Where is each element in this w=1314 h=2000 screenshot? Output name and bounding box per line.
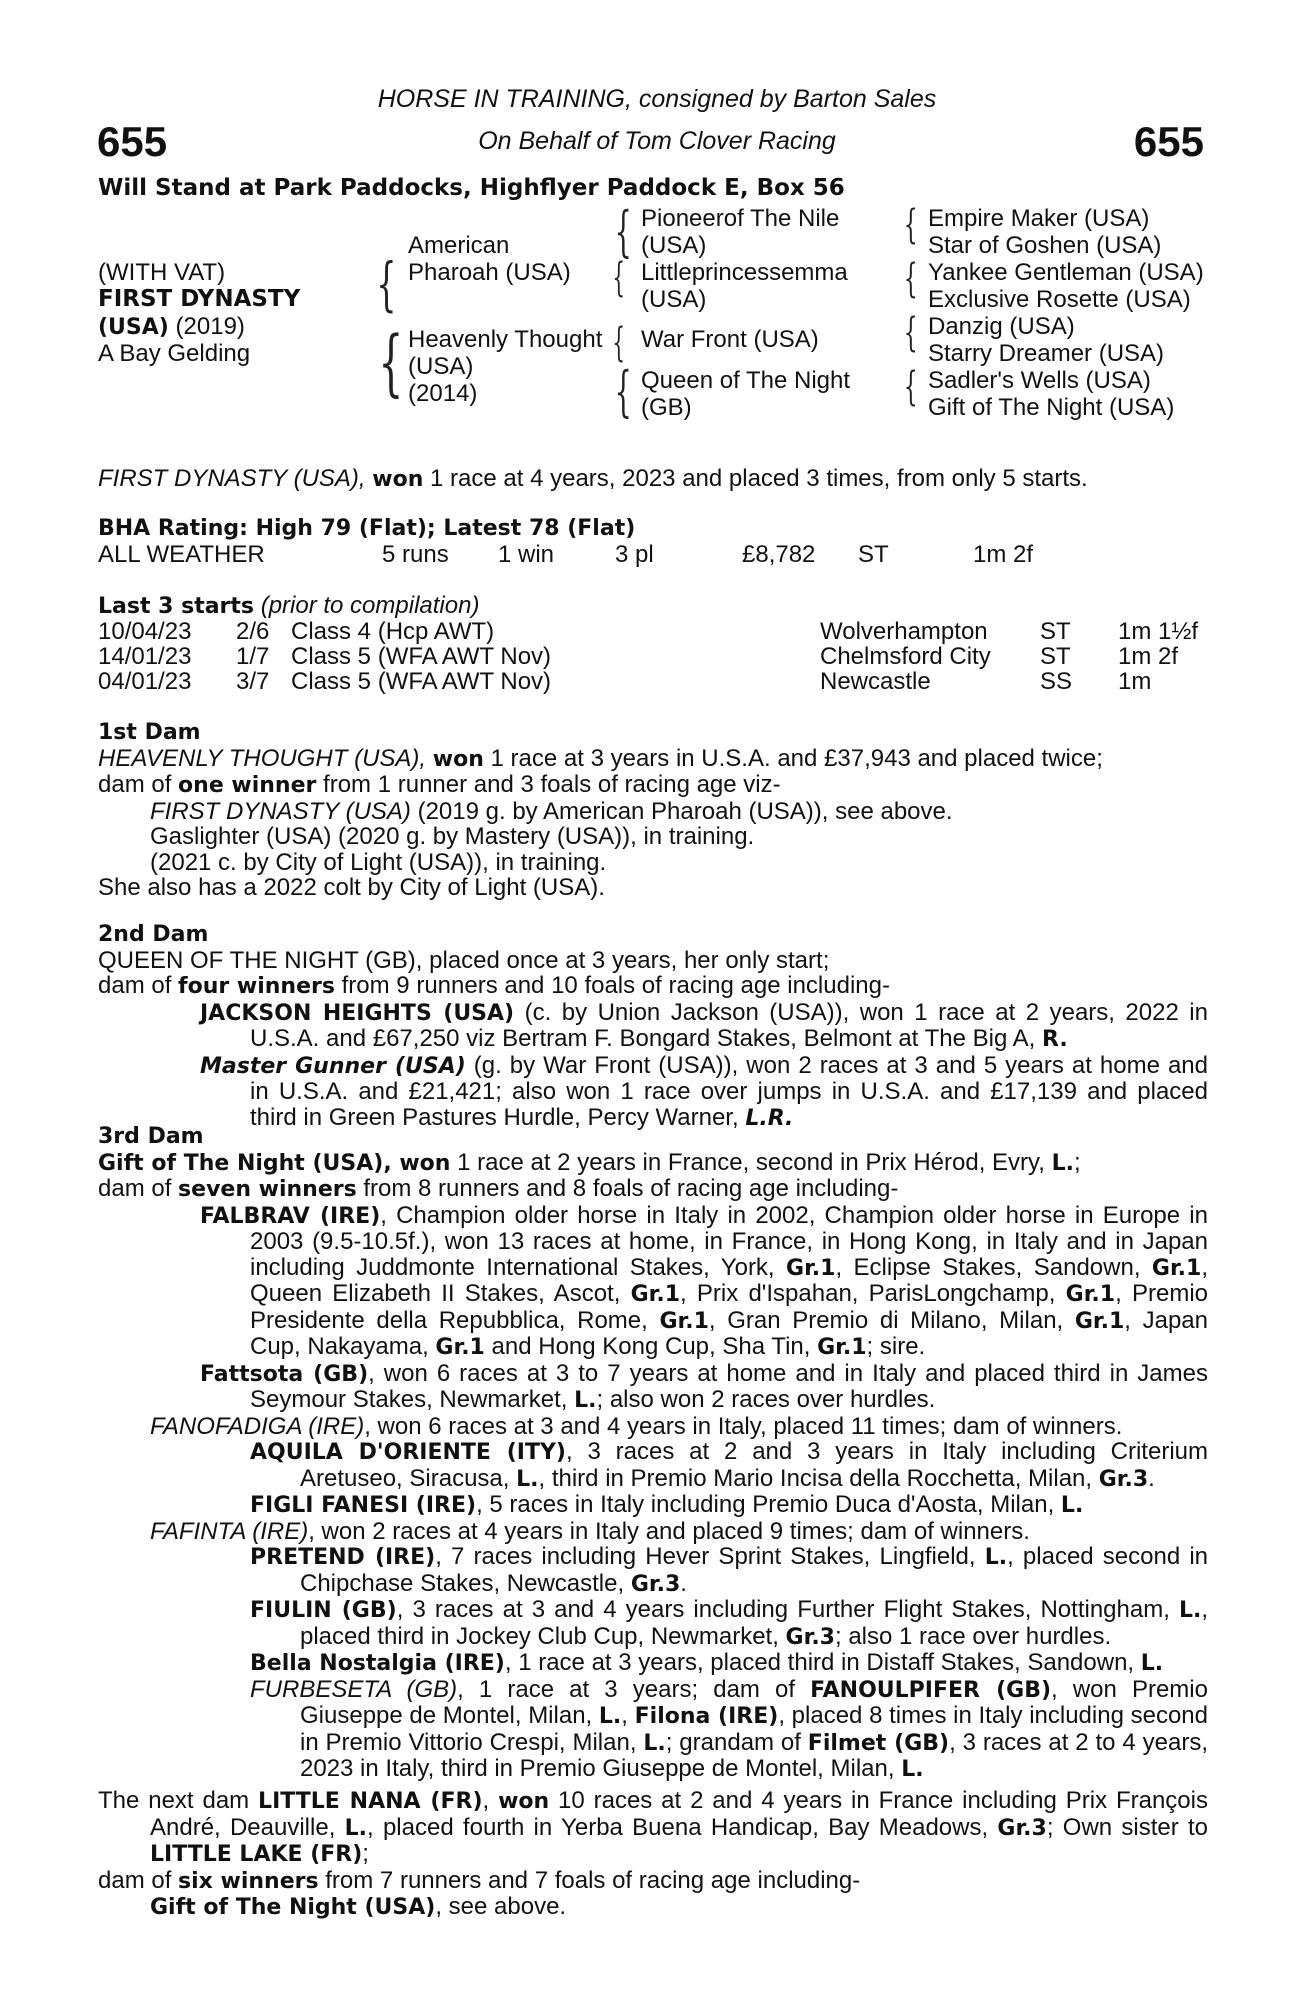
consignor-line: HORSE IN TRAINING, consigned by Barton Sales — [377, 85, 937, 113]
sds: Yankee Gentleman (USA) — [928, 259, 1204, 286]
text: , placed fourth in Yerba Buena Handicap, Bay Meadows, — [367, 1813, 998, 1841]
horse-name: FAFINTA (IRE) — [150, 1517, 309, 1545]
text: , Premio Presidente della Repubblica, Rome, — [250, 1280, 1208, 1334]
rating-wins: 1 win — [498, 541, 555, 568]
grade: L. — [901, 1757, 924, 1782]
text: , 1 race at 3 years, placed third in Distaff Stakes, Sandown, — [504, 1649, 1141, 1676]
text: 10 races at 2 and 4 years in France including Prix François André, Deauville, — [150, 1787, 1208, 1841]
start-position: 3/7 — [236, 668, 270, 695]
horse-name: FIULIN (GB) — [250, 1598, 397, 1623]
rating-prize: £8,782 — [742, 541, 816, 568]
dsd: Starry Dreamer (USA) — [928, 340, 1165, 367]
text: , Gran Premio di Milano, Milan, — [708, 1306, 1075, 1334]
text: from 1 runner and 3 foals of racing age viz- — [316, 771, 781, 798]
rating-surface: ALL WEATHER — [98, 541, 265, 568]
rating-placed: 3 pl — [615, 541, 654, 568]
ssd: Star of Goshen (USA) — [928, 232, 1162, 259]
lot-number-right: 655 — [1133, 118, 1204, 165]
text: , 7 races including Hever Sprint Stakes, Lingfield, — [435, 1543, 985, 1570]
horse-name: JACKSON HEIGHTS (USA) — [200, 1000, 515, 1026]
text: , Prix d'Ispahan, ParisLongchamp, — [680, 1280, 1066, 1307]
sd-line-1: Littleprincessemma — [641, 259, 848, 286]
horse-name: PRETEND (IRE) — [250, 1545, 436, 1570]
second-dam-line-1: QUEEN OF THE NIGHT (GB), placed once at 3 years, her only start; — [98, 946, 830, 974]
horse-name: AQUILA D'ORIENTE (ITY) — [250, 1440, 566, 1465]
dam-line-1: Heavenly Thought — [408, 326, 603, 353]
start-date: 04/01/23 — [98, 668, 192, 695]
grade: L. — [643, 1730, 666, 1756]
ds-parents-brace: { — [903, 310, 918, 356]
grade: Gr.3 — [785, 1624, 835, 1650]
start-position: 2/6 — [236, 618, 270, 645]
offspring-name: FIRST DYNASTY (USA) — [150, 797, 411, 825]
won-label: won — [432, 746, 484, 772]
on-behalf-line: On Behalf of Tom Clover Racing — [478, 127, 836, 155]
text: The next dam — [98, 1787, 259, 1814]
start-surface: SS — [1040, 668, 1073, 695]
fanofadiga-entry — [98, 1414, 1208, 1440]
winners-count: four winners — [178, 974, 335, 999]
grade: R. — [1041, 1027, 1068, 1052]
offspring-first-dynasty — [98, 799, 1208, 825]
rating-distance: 1m 2f — [973, 541, 1034, 568]
dam-line-3: (2014) — [408, 380, 478, 407]
sdd: Exclusive Rosette (USA) — [928, 286, 1191, 313]
lot-number-left: 655 — [97, 118, 168, 165]
text: from 9 runners and 10 foals of racing age including- — [334, 972, 890, 999]
sire-line-1: American — [408, 232, 510, 259]
aquila-entry — [98, 1439, 1208, 1492]
summary-text: 1 race at 4 years, 2023 and placed 3 times, from only 5 starts. — [423, 465, 1088, 492]
grade: L. — [516, 1466, 539, 1492]
text: , won 2 races at 4 years in Italy and placed 9 times; dam of winners. — [308, 1517, 1030, 1545]
stand-location: Will Stand at Park Paddocks, Highflyer Paddock E, Box 56 — [98, 175, 845, 201]
grade: Gr.1 — [817, 1335, 867, 1360]
grade: L. — [1140, 1651, 1164, 1676]
race-summary — [98, 465, 1088, 493]
furbeseta-entry — [98, 1677, 1208, 1783]
grade: Gr.1 — [1074, 1308, 1125, 1334]
text: , 3 races at 2 and 3 years in Italy including Criterium Aretuseo, Siracusa, — [300, 1438, 1208, 1492]
next-dam-entry: The next dam LITTLE NANA (FR), won 10 races at 2 and 4 years in France including Prix François André, Deauville, L., placed fourth in Yerba Buena Handicap, Bay Meadows, Gr.3; Own sister to LITTLE LAKE (FR); — [98, 1787, 1208, 1867]
gift-entry — [98, 1894, 1208, 1921]
start-race: Class 5 (WFA AWT Nov) — [291, 668, 552, 695]
horse-name: Master Gunner (USA) — [200, 1053, 466, 1079]
text: , 3 races at 2 to 4 years, 2023 in Italy, third in Premio Giuseppe de Montel, Milan, — [300, 1728, 1208, 1782]
ds-brace: { — [612, 320, 626, 366]
text: , Champion older horse in Italy in 2002, Champion older horse in Europe in 2003 (9.5-10.5f.), won 13 races at home, in France, in Hong Kong, in Italy and in Japan including Juddmonte International Stakes, York, — [250, 1201, 1208, 1281]
sss: Empire Maker (USA) — [928, 205, 1150, 232]
horse-name: Filmet (GB) — [807, 1730, 950, 1756]
text: dam of — [98, 1866, 179, 1894]
start-race: Class 5 (WFA AWT Nov) — [291, 643, 552, 670]
grade: Gr.1 — [1065, 1282, 1116, 1307]
start-distance: 1m 1½f — [1118, 618, 1199, 645]
next-dam-line-2 — [98, 1868, 1208, 1895]
ss-brace: { — [614, 200, 632, 263]
sire-line-2: Pharoah (USA) — [408, 259, 571, 286]
start-distance: 1m 2f — [1118, 643, 1179, 670]
grade: Gr.1 — [1151, 1255, 1202, 1281]
first-dam-record: 1 race at 3 years in U.S.A. and £37,943 and placed twice; — [483, 744, 1103, 772]
start-date: 10/04/23 — [98, 618, 192, 645]
bha-rating: BHA Rating: High 79 (Flat); Latest 78 (Flat) — [98, 516, 636, 541]
grade: L. — [984, 1545, 1008, 1570]
ss-line-1: Pioneerof The Nile — [641, 205, 840, 232]
dd-parents-brace: { — [903, 364, 918, 410]
dam-line-2: (USA) — [408, 353, 474, 380]
winners-count: six winners — [178, 1868, 319, 1894]
text: and Hong Kong Cup, Sha Tin, — [484, 1333, 818, 1360]
winners-count: one winner — [178, 773, 317, 798]
text: from 8 runners and 8 foals of racing age including- — [356, 1175, 899, 1202]
offspring-gaslighter: Gaslighter (USA) (2020 g. by Mastery (USA)), in training. — [150, 823, 755, 850]
grade: L. — [574, 1388, 597, 1413]
text: , third in Premio Mario Incisa della Rocchetta, Milan, — [538, 1464, 1099, 1492]
bella-entry — [98, 1650, 1208, 1677]
horse-name: LITTLE NANA (FR) — [258, 1789, 483, 1814]
third-dam-name: Gift of The Night (USA), won — [98, 1150, 451, 1176]
horse-name: FURBESETA (GB) — [250, 1675, 458, 1703]
start-surface: ST — [1040, 618, 1071, 645]
first-dam-section — [98, 720, 1208, 901]
third-dam-section — [98, 1124, 1208, 1783]
last-starts-heading — [98, 592, 479, 620]
winners-count: seven winners — [178, 1177, 357, 1202]
dd-line-2: (GB) — [641, 394, 692, 421]
entry-text: (c. by Union Jackson (USA)), won 1 race at 2 years, 2022 in U.S.A. and £67,250 viz Bertram F. Bongard Stakes, Belmont at The Big A, — [250, 998, 1208, 1052]
dds: Sadler's Wells (USA) — [928, 367, 1151, 394]
first-dam-note: She also has a 2022 colt by City of Light (USA). — [98, 874, 605, 901]
grade: L. — [1178, 1598, 1202, 1623]
fafinta-entry — [98, 1519, 1208, 1545]
text: , see above. — [435, 1893, 567, 1920]
second-dam-line-2 — [98, 973, 1208, 1000]
sire-dam — [641, 259, 848, 313]
first-dam-name: HEAVENLY THOUGHT (USA), — [98, 744, 427, 772]
jackson-heights-entry — [98, 1000, 1208, 1053]
horse-name: FANOFADIGA (IRE) — [150, 1412, 365, 1440]
horse-country: (USA) — [98, 315, 169, 340]
offspring-text: (2019 g. by American Pharoah (USA)), see above. — [410, 797, 953, 825]
dd-line-1: Queen of The Night — [641, 367, 851, 394]
text: ; also won 2 races over hurdles. — [596, 1386, 936, 1413]
start-distance: 1m — [1118, 668, 1152, 695]
pretend-entry — [98, 1544, 1208, 1597]
text: , Queen Elizabeth II Stakes, Ascot, — [250, 1253, 1208, 1307]
sire — [408, 232, 571, 286]
grade: Gr.1 — [630, 1282, 681, 1307]
text: ; — [362, 1840, 369, 1867]
grade: Gr.3 — [1098, 1466, 1149, 1492]
text: . — [1148, 1464, 1155, 1492]
text: , won 6 races at 3 and 4 years in Italy, placed 11 times; dam of winners. — [364, 1412, 1123, 1440]
summary-won: won — [372, 467, 424, 492]
grade: Gr.1 — [659, 1308, 709, 1334]
text: , — [621, 1702, 635, 1729]
last-starts-note: (prior to compilation) — [254, 592, 480, 619]
horse-name: LITTLE LAKE (FR) — [150, 1842, 363, 1867]
text: ; sire. — [866, 1333, 926, 1360]
horse-name: FIGLI FANESI (IRE) — [250, 1493, 477, 1518]
horse-name: Fattsota (GB) — [200, 1361, 369, 1387]
dam-brace: { — [378, 320, 404, 404]
start-surface: ST — [1040, 643, 1071, 670]
text: dam of — [98, 972, 179, 999]
sd-line-2: (USA) — [641, 286, 707, 313]
ss-parents-brace: { — [903, 202, 918, 248]
entry-text: (g. by War Front (USA)), won 2 races at 3 and 5 years at home and in U.S.A. and £21,421; also won 1 race over jumps in U.S.A. and £17,139 and placed third in Green Pastures Hurdle, Percy Warner, — [250, 1051, 1208, 1131]
won-label: won — [498, 1789, 550, 1814]
sire-brace: { — [376, 250, 397, 318]
text: , 5 races in Italy including Premio Duca d'Aosta, Milan, — [476, 1491, 1061, 1518]
falbrav-entry — [98, 1203, 1208, 1361]
text: , won Premio Giuseppe de Montel, Milan, — [300, 1675, 1208, 1729]
grade: L. — [1060, 1493, 1084, 1518]
horse-year: (2019) — [168, 313, 245, 340]
horse-name: FIRST DYNASTY — [98, 286, 301, 312]
first-dam-line-2 — [98, 772, 1208, 799]
grade: L.R. — [745, 1105, 794, 1131]
text: , Japan Cup, Nakayama, — [250, 1306, 1208, 1360]
sire-sire — [641, 205, 839, 259]
grade: Gr.1 — [435, 1335, 485, 1360]
master-gunner-entry — [98, 1053, 1208, 1132]
text: dam of — [98, 1175, 179, 1202]
figli-entry — [98, 1492, 1208, 1519]
start-course: Chelmsford City — [820, 643, 991, 670]
grade: L. — [344, 1815, 368, 1841]
start-date: 14/01/23 — [98, 643, 192, 670]
dam-sire — [641, 326, 819, 353]
third-dam-line-1 — [98, 1150, 1208, 1177]
vat-label: (WITH VAT) — [98, 259, 226, 286]
horse-name-country-year — [98, 313, 245, 341]
text: , placed 8 times in Italy including second in Premio Vittorio Crespi, Milan, — [300, 1702, 1208, 1756]
dam — [408, 326, 602, 407]
text: , Eclipse Stakes, Sandown, — [835, 1253, 1152, 1281]
text: ; Own sister to — [1046, 1813, 1208, 1841]
horse-name: FALBRAV (IRE) — [200, 1203, 381, 1229]
horse-name: FANOULPIFER (GB) — [810, 1677, 1052, 1703]
ddd: Gift of The Night (USA) — [928, 394, 1175, 421]
second-dam-section — [98, 922, 1208, 1131]
grade: L. — [1051, 1150, 1074, 1176]
ss-line-2: (USA) — [641, 232, 707, 259]
dss: Danzig (USA) — [928, 313, 1075, 340]
text: ; grandam of — [665, 1728, 808, 1756]
offspring-2021: (2021 c. by City of Light (USA)), in training. — [150, 848, 607, 876]
rating-going: ST — [858, 541, 889, 568]
second-dam-heading: 2nd Dam — [98, 922, 209, 947]
text: , 1 race at 3 years; dam of — [457, 1675, 811, 1703]
start-position: 1/7 — [236, 643, 270, 670]
text: from 7 runners and 7 foals of racing age including- — [318, 1866, 861, 1894]
dd-brace: { — [614, 360, 632, 423]
first-dam-heading: 1st Dam — [98, 720, 201, 745]
third-dam-line-2 — [98, 1176, 1208, 1203]
text: . — [680, 1569, 687, 1597]
start-course: Wolverhampton — [820, 618, 988, 645]
sd-brace: { — [612, 255, 626, 301]
text: , placed third in Jockey Club Cup, Newmarket, — [300, 1596, 1209, 1650]
fiulin-entry — [98, 1597, 1208, 1650]
text: ; also 1 race over hurdles. — [834, 1622, 1112, 1650]
sd-parents-brace: { — [903, 256, 918, 302]
text: , won 6 races at 3 to 7 years at home and in Italy and placed third in James Seymour Stakes, Newmarket, — [250, 1359, 1208, 1413]
start-course: Newcastle — [820, 668, 931, 695]
ds-line-1: War Front (USA) — [641, 326, 819, 353]
first-dam-line-1 — [98, 746, 1208, 773]
text: dam of — [98, 771, 179, 798]
start-race: Class 4 (Hcp AWT) — [291, 618, 495, 645]
dam-dam — [641, 367, 850, 421]
third-dam-heading: 3rd Dam — [98, 1124, 204, 1149]
horse-name: Gift of The Night (USA) — [150, 1895, 436, 1920]
text: 1 race at 2 years in France, second in Prix Hérod, Evry, — [450, 1148, 1052, 1176]
fattsota-entry — [98, 1361, 1208, 1414]
grade: Gr.3 — [997, 1815, 1047, 1841]
grade: Gr.1 — [786, 1255, 836, 1281]
summary-name: FIRST DYNASTY (USA), — [98, 465, 366, 492]
grade: L. — [598, 1704, 622, 1729]
next-dam-section — [98, 1788, 1208, 1921]
text: ; — [1073, 1148, 1081, 1176]
horse-name: Filona (IRE) — [634, 1704, 779, 1729]
grade: Gr.3 — [630, 1571, 681, 1597]
text: , placed second in Chipchase Stakes, Newcastle, — [300, 1543, 1209, 1597]
horse-name: Bella Nostalgia (IRE) — [250, 1651, 505, 1676]
horse-description: A Bay Gelding — [98, 340, 251, 367]
rating-runs: 5 runs — [382, 541, 449, 568]
last-starts-title: Last 3 starts — [98, 594, 255, 619]
ancestors-gen3 — [928, 205, 1204, 421]
text: , 3 races at 3 and 4 years including Further Flight Stakes, Nottingham, — [396, 1596, 1179, 1623]
